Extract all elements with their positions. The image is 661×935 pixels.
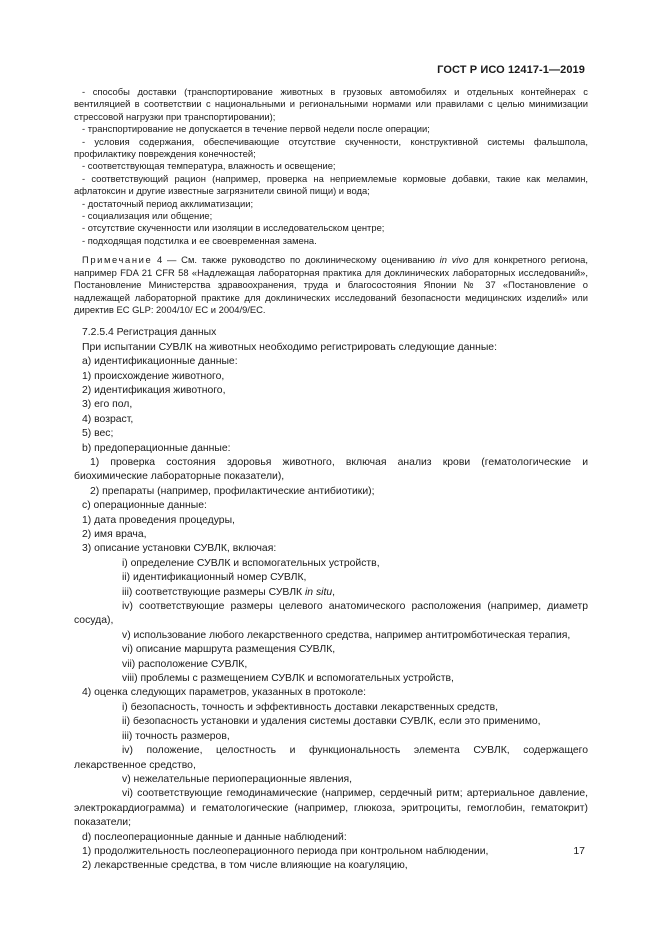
list-item: iii) точность размеров, (122, 730, 230, 742)
list-item: 1) дата проведения процедуры, (82, 514, 235, 526)
bullet-list (74, 86, 588, 247)
list-item: v) нежелательные периоперационные явления, (122, 773, 353, 785)
list-item: vi) описание маршрута размещения СУВЛК, (122, 644, 336, 656)
list-item: - социализация или общение; (82, 210, 213, 222)
list-item-text: iii) соответствующие размеры СУВЛК (122, 586, 305, 598)
list-item: - транспортирование не допускается в течение первой недели после операции; (82, 123, 430, 135)
list-item: - соответствующая температура, влажность и освещение; (82, 160, 336, 172)
list-item: 3) его пол, (82, 399, 133, 411)
note-text-start: 4 — См. также руководство по доклиническому оцениванию (152, 254, 440, 266)
list-item: - отсутствие скученности или изоляции в исследовательском центре; (82, 222, 385, 234)
list-item: 5) вес; (82, 428, 114, 440)
list-item: vii) расположение СУВЛК, (122, 658, 248, 670)
list-item: 1) проверка состояния здоровья животного, включая анализ крови (гематологические и биохимические лабораторные показатели), (74, 456, 588, 483)
note-text-end: для конкретного региона, например FDA 21 CFR 58 «Надлежащая лабораторная практика для доклинических лабораторных исследований», Постановление Министерства здравоохранения, труда и благосостояния Японии № 37 «Постановление о надлежащей лабораторной практике для доклинических исследований безопасности медицинских изделий» или директив EC GLP: 2004/10/ EC и 2004/9/EC. (74, 254, 588, 315)
section-heading: 7.2.5.4 Регистрация данных (82, 327, 217, 339)
list-item: 4) оценка следующих параметров, указанных в протоколе: (82, 687, 367, 699)
page-number: 17 (573, 845, 585, 857)
italic-term: in situ (305, 586, 333, 598)
list-item-text-end: , (332, 586, 336, 598)
list-item: 2) идентификация животного, (82, 384, 226, 396)
page-content (74, 86, 588, 874)
list-item: iv) положение, целостность и функциональность элемента СУВЛК, содержащего лекарственное средство, (74, 745, 588, 771)
section-data-registration (74, 326, 588, 873)
list-item: iv) соответствующие размеры целевого анатомического расположения (например, диаметр сосуда), (74, 601, 588, 627)
list-item: - способы доставки (транспортирование животных в грузовых автомобилях и отдельных контейнерах с вентиляцией в соответствии с национальными и региональными нормами или правилами с целью минимизации стрессовой нагрузки при транспортировании); (74, 86, 588, 122)
list-item: а) идентификационные данные: (82, 356, 238, 368)
list-item: c) операционные данные: (82, 500, 207, 512)
list-item: 2) препараты (например, профилактические антибиотики); (90, 485, 375, 497)
list-item: d) послеоперационные данные и данные наблюдений: (82, 831, 347, 843)
note-paragraph (74, 254, 588, 316)
section-intro: При испытании СУВЛК на животных необходимо регистрировать следующие данные: (82, 341, 497, 353)
note-block (74, 254, 588, 316)
document-header-title: ГОСТ Р ИСО 12417-1—2019 (437, 64, 585, 76)
list-item: vi) соответствующие гемодинамические (например, сердечный ритм; артериальное давление, электрокардиограмма) и гематологические (например, глюкоза, эритроциты, гемоглобин, гематокрит) показатели; (74, 788, 588, 829)
list-item: - подходящая подстилка и ее своевременная замена. (82, 234, 317, 246)
list-item: 3) описание установки СУВЛК, включая: (82, 543, 277, 555)
list-item: v) использование любого лекарственного средства, например антитромботическая терапия, (122, 629, 571, 641)
list-item (74, 586, 588, 600)
list-item: i) безопасность, точность и эффективность доставки лекарственных средств, (122, 701, 498, 713)
list-item: b) предоперационные данные: (82, 442, 231, 454)
list-item: i) определение СУВЛК и вспомогательных устройств, (122, 557, 380, 569)
note-italic-term: in vivo (439, 254, 469, 266)
list-item: - достаточный период акклиматизации; (82, 197, 254, 209)
note-label: Примечание (82, 254, 153, 266)
list-item: 1) продолжительность послеоперационного периода при контрольном наблюдении, (82, 845, 489, 857)
list-item: ii) идентификационный номер СУВЛК, (122, 572, 307, 584)
list-item: 2) лекарственные средства, в том числе влияющие на коагуляцию, (82, 860, 408, 872)
list-item: 2) имя врача, (82, 529, 147, 540)
list-item: viii) проблемы с размещением СУВЛК и вспомогательных устройств, (122, 673, 454, 685)
list-item: 4) возраст, (82, 413, 134, 425)
list-item: - условия содержания, обеспечивающие отсутствие скученности, конструктивной системы фальшпола, профилактику повреждения конечностей; (74, 135, 588, 160)
list-item: 1) происхождение животного, (82, 370, 225, 382)
list-item: - соответствующий рацион (например, проверка на неприемлемые кормовые добавки, такие как меламин, афлатоксин и другие известные загрязнители свиной пищи) и вода; (74, 172, 588, 197)
list-item: ii) безопасность установки и удаления системы доставки СУВЛК, если это применимо, (122, 716, 541, 728)
